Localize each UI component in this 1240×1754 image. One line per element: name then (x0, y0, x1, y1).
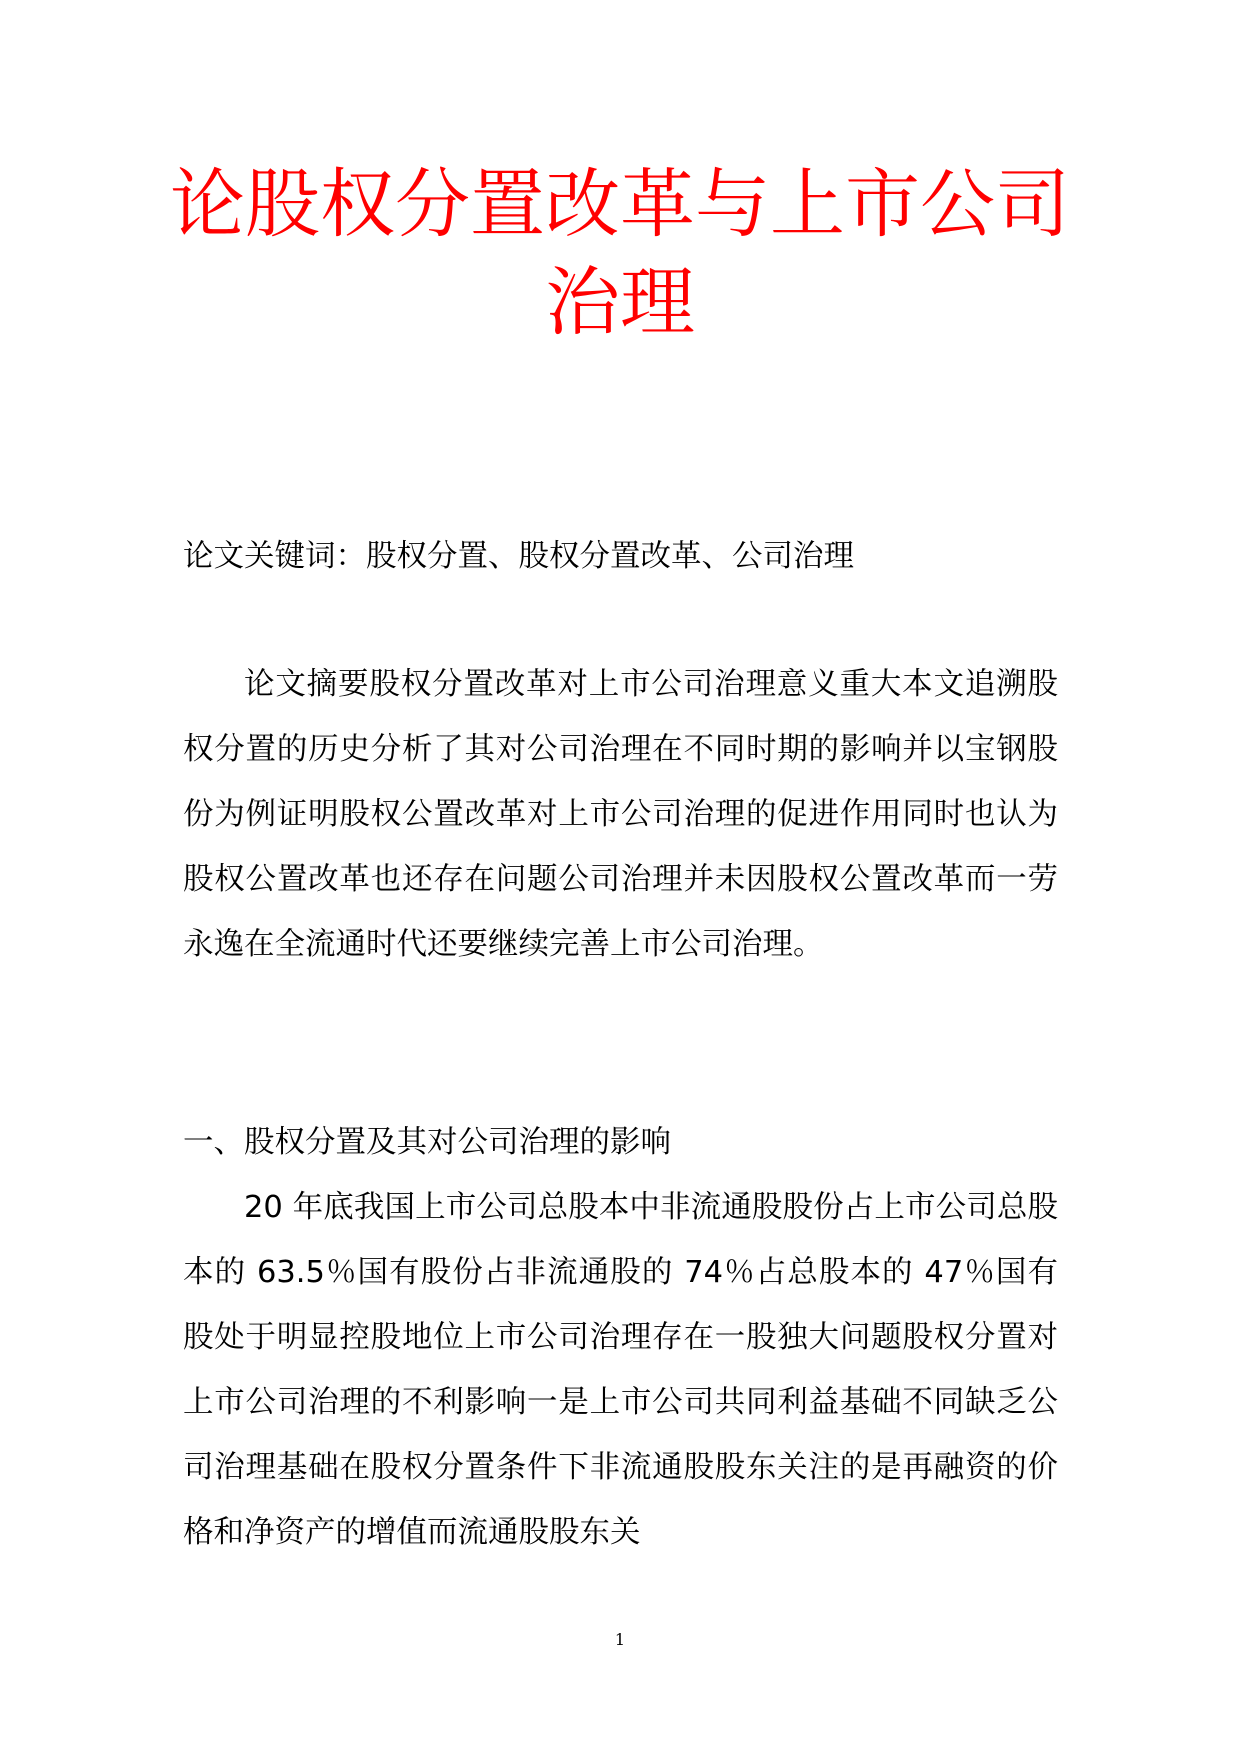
abstract-paragraph: 论文摘要股权分置改革对上市公司治理意义重大本文追溯股权分置的历史分析了其对公司治理在不同时期的影响并以宝钢股份为例证明股权公置改革对上市公司治理的促进作用同时也认为股权公置改革也还存在问题公司治理并未因股权公置改革而一劳永逸在全流通时代还要继续完善上市公司治理。 (183, 667, 1058, 962)
document-title: 论股权分置改革与上市公司治理 (169, 160, 1070, 346)
body-paragraph: 20 年底我国上市公司总股本中非流通股股份占上市公司总股本的 63.5％国有股份占非流通股的 74％占总股本的 47％国有股处于明显控股地位上市公司治理存在一股独大问题股权分置对上市公司治理的不利影响一是上市公司共同利益基础不同缺乏公司治理基础在股权分置条件下非流通股股东关注的是再融资的价格和净资产的增值而流通股股东关 (183, 1190, 1058, 1550)
page-number: 1 (614, 1630, 626, 1649)
section-heading: 一、股权分置及其对公司治理的影响 (183, 1125, 671, 1160)
keywords-line: 论文关键词：股权分置、股权分置改革、公司治理 (183, 539, 854, 574)
